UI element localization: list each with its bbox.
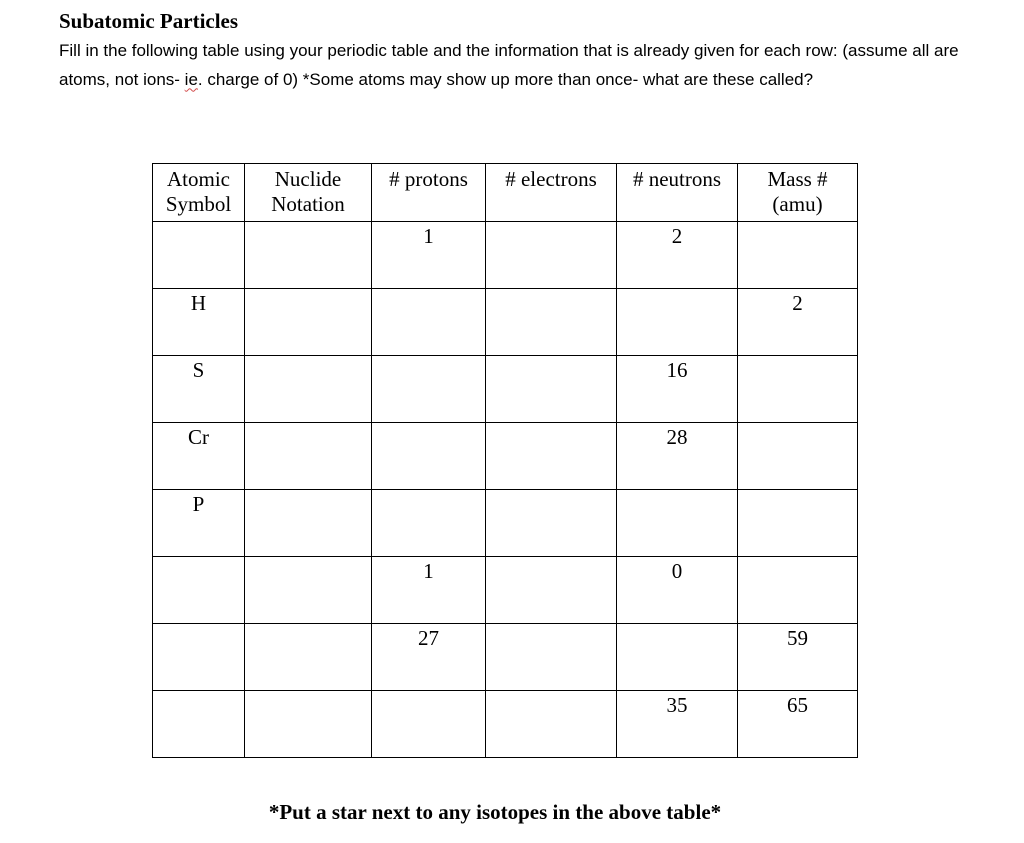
table-cell[interactable] <box>245 289 372 356</box>
table-cell[interactable]: 35 <box>617 691 738 758</box>
column-header-line: Mass # <box>767 167 828 191</box>
table-row <box>153 557 858 624</box>
spellcheck-flagged-word: ie <box>184 69 198 89</box>
table-cell[interactable]: 28 <box>617 423 738 490</box>
column-header-line: # electrons <box>505 167 597 191</box>
table-cell[interactable] <box>153 691 245 758</box>
isotope-instruction: *Put a star next to any isotopes in the above table* <box>268 800 722 824</box>
table-cell[interactable]: Cr <box>153 423 245 490</box>
table-cell[interactable] <box>153 557 245 624</box>
table-cell[interactable] <box>617 490 738 557</box>
table-cell[interactable] <box>738 356 858 423</box>
table-cell[interactable] <box>245 624 372 691</box>
table-cell[interactable]: 16 <box>617 356 738 423</box>
table-cell[interactable] <box>245 222 372 289</box>
table-cell[interactable] <box>617 289 738 356</box>
table-cell[interactable] <box>486 423 617 490</box>
table-cell[interactable] <box>372 691 486 758</box>
table-cell[interactable] <box>486 356 617 423</box>
column-header-protons <box>372 164 486 222</box>
table-cell[interactable]: 65 <box>738 691 858 758</box>
table-cell[interactable]: 0 <box>617 557 738 624</box>
table-cell[interactable] <box>245 423 372 490</box>
table-cell[interactable] <box>245 356 372 423</box>
table-cell[interactable] <box>245 557 372 624</box>
instructions <box>59 37 979 94</box>
table-cell[interactable] <box>486 222 617 289</box>
column-header-neutrons <box>617 164 738 222</box>
table-cell[interactable] <box>738 557 858 624</box>
table-cell[interactable] <box>372 289 486 356</box>
table-cell[interactable]: 2 <box>738 289 858 356</box>
table-cell[interactable] <box>486 691 617 758</box>
column-header-line: (amu) <box>772 192 823 216</box>
column-header-nuclide-notation <box>245 164 372 222</box>
table-cell[interactable] <box>738 222 858 289</box>
table-cell[interactable]: P <box>153 490 245 557</box>
table-cell[interactable] <box>486 557 617 624</box>
table-cell[interactable] <box>738 423 858 490</box>
instructions-text-2: . charge of 0) *Some atoms may show up more than once- what are these called? <box>197 69 814 89</box>
table-cell[interactable] <box>486 490 617 557</box>
column-header-line: Notation <box>271 192 345 216</box>
column-header-line: Nuclide <box>274 167 342 191</box>
column-header-mass-number <box>738 164 858 222</box>
table-header-row <box>153 164 858 222</box>
column-header-atomic-symbol <box>153 164 245 222</box>
table-cell[interactable] <box>372 423 486 490</box>
instructions-text-1: Fill in the following table using your periodic table and the information that is already given for each row: (assume all are atoms, not ions- <box>59 41 959 89</box>
table-cell[interactable] <box>153 222 245 289</box>
page-title: Subatomic Particles <box>59 9 239 33</box>
table-row <box>153 691 858 758</box>
table-row <box>153 289 858 356</box>
table-cell[interactable] <box>738 490 858 557</box>
table-cell[interactable]: S <box>153 356 245 423</box>
table-cell[interactable]: 1 <box>372 222 486 289</box>
table-row <box>153 490 858 557</box>
table-cell[interactable] <box>153 624 245 691</box>
column-header-line: # neutrons <box>632 167 722 191</box>
table-row <box>153 356 858 423</box>
column-header-line: Atomic <box>167 167 230 191</box>
table-cell[interactable]: 1 <box>372 557 486 624</box>
table-cell[interactable] <box>617 624 738 691</box>
table-cell[interactable]: 27 <box>372 624 486 691</box>
table-row <box>153 423 858 490</box>
column-header-electrons <box>486 164 617 222</box>
table-cell[interactable]: 2 <box>617 222 738 289</box>
table-row <box>153 624 858 691</box>
column-header-line: # protons <box>389 167 468 191</box>
table-cell[interactable] <box>245 490 372 557</box>
table-cell[interactable] <box>372 490 486 557</box>
table-cell[interactable]: H <box>153 289 245 356</box>
table-cell[interactable]: 59 <box>738 624 858 691</box>
table-cell[interactable] <box>372 356 486 423</box>
table-cell[interactable] <box>486 289 617 356</box>
particles-table <box>152 163 858 758</box>
table-cell[interactable] <box>486 624 617 691</box>
table-cell[interactable] <box>245 691 372 758</box>
table-row <box>153 222 858 289</box>
column-header-line: Symbol <box>165 192 232 216</box>
